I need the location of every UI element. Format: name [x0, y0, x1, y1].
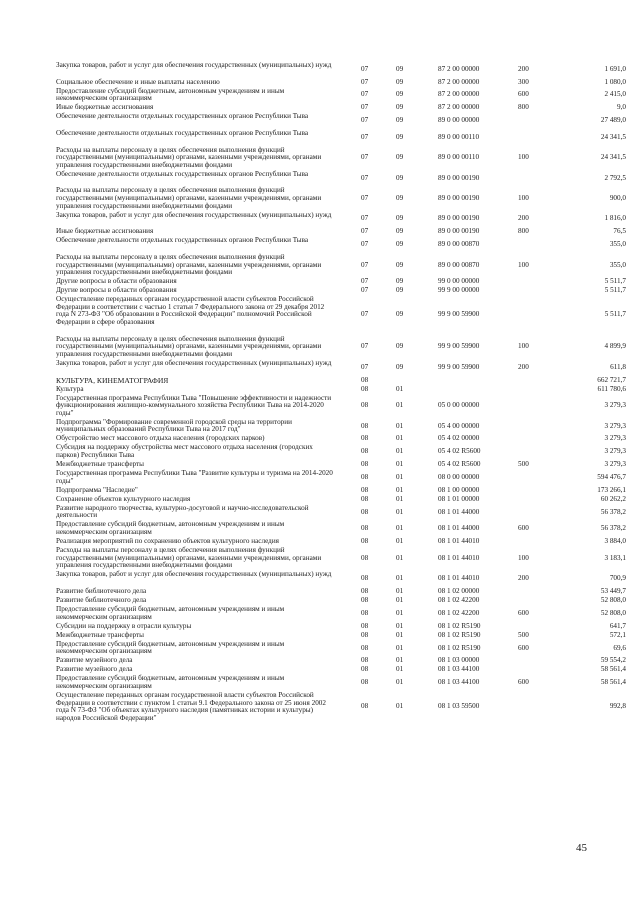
amount-value: 3 279,3	[604, 421, 626, 430]
target-article-code: 89 0 00 00870	[438, 260, 480, 269]
table-row	[56, 130, 626, 145]
target-article-code: 99 9 00 59900	[438, 310, 480, 319]
amount-value: 56 378,2	[600, 524, 626, 533]
table-row	[56, 237, 626, 252]
target-article-code: 89 0 00 00190	[438, 194, 480, 203]
subsection-code: 01	[396, 401, 404, 410]
table-row	[56, 254, 626, 277]
row-name: Осуществление переданных органам государственной власти субъектов Российской Федерации в соответствии с пунктом 1 статьи 9.1 Федерального закона от 25 июня 2002 года N 73-ФЗ "Об объектах культурного наследия (памятниках истории и культуры) народов Российской Федерации"	[56, 691, 326, 722]
row-name: Расходы на выплаты персоналу в целях обеспечения выполнения функций государственными (муниципальными) органами, казенными учреждениями, органами управления государственными внебюджетными фондами	[56, 546, 322, 570]
subsection-code: 01	[396, 586, 404, 595]
row-name: Государственная программа Республики Тыва "Повышение эффективности и надежности функционирования жилищно-коммунального хозяйства Республики Тыва на 2014-2020 годы"	[56, 393, 332, 417]
section-code: 07	[361, 260, 369, 269]
expense-type-code: 200	[518, 574, 529, 583]
subsection-code: 09	[396, 310, 404, 319]
row-name: Расходы на выплаты персоналу в целях обеспечения выполнения функций государственными (муниципальными) органами, казенными учреждениями, органами управления государственными внебюджетными фондами	[56, 334, 322, 358]
row-name: Закупка товаров, работ и услуг для обеспечения государственных (муниципальных) нужд	[56, 570, 332, 579]
subsection-code: 09	[396, 214, 404, 223]
section-code: 08	[361, 434, 369, 443]
section-code: 07	[361, 342, 369, 351]
row-name: Другие вопросы в области образования	[56, 286, 177, 295]
subsection-code: 09	[396, 90, 404, 99]
target-article-code: 89 0 00 00000	[438, 116, 480, 125]
row-name: Расходы на выплаты персоналу в целях обеспечения выполнения функций государственными (муниципальными) органами, казенными учреждениями, органами управления государственными внебюджетными фондами	[56, 145, 322, 169]
row-name: Предоставление субсидий бюджетным, автономным учреждениям и иным некоммерческим организациям	[56, 639, 285, 656]
row-name: Иные бюджетные ассигнования	[56, 103, 154, 112]
table-row	[56, 597, 626, 605]
amount-value: 572,1	[609, 630, 626, 639]
table-row	[56, 657, 626, 665]
amount-value: 27 489,0	[600, 116, 626, 125]
table-row	[56, 632, 626, 640]
subsection-code: 09	[396, 116, 404, 125]
row-name: Обеспечение деятельности отдельных государственных органов Республики Тыва	[56, 112, 309, 121]
section-code: 08	[361, 421, 369, 430]
target-article-code: 08 1 02 R5190	[438, 621, 481, 630]
section-code: 07	[361, 240, 369, 249]
table-row	[56, 113, 626, 128]
subsection-code: 01	[396, 702, 404, 711]
subsection-code: 09	[396, 240, 404, 249]
subsection-code: 01	[396, 621, 404, 630]
amount-value: 53 449,7	[600, 586, 626, 595]
amount-value: 641,7	[609, 621, 626, 630]
target-article-code: 05 0 00 00000	[438, 401, 480, 410]
amount-value: 3 183,1	[604, 553, 626, 562]
table-row	[56, 104, 626, 112]
section-code: 08	[361, 524, 369, 533]
section-code: 08	[361, 375, 369, 384]
target-article-code: 87 2 00 00000	[438, 90, 480, 99]
subsection-code: 09	[396, 103, 404, 112]
subsection-code: 09	[396, 132, 404, 141]
table-row	[56, 538, 626, 546]
section-code: 07	[361, 103, 369, 112]
target-article-code: 05 4 02 R5600	[438, 447, 481, 456]
amount-value: 662 721,7	[597, 375, 626, 384]
amount-value: 52 808,0	[600, 596, 626, 604]
expense-type-code: 100	[518, 194, 529, 203]
expense-type-code: 600	[518, 90, 529, 99]
expense-type-code: 300	[518, 77, 529, 86]
target-article-code: 05 4 00 00000	[438, 421, 480, 430]
row-name: Обеспечение деятельности отдельных государственных органов Республики Тыва	[56, 128, 309, 137]
table-row	[56, 435, 626, 443]
target-article-code: 08 1 02 00000	[438, 586, 480, 595]
subsection-code: 01	[396, 460, 404, 469]
row-name: Иные бюджетные ассигнования	[56, 227, 154, 236]
table-row	[56, 287, 626, 295]
section-code: 08	[361, 630, 369, 639]
expense-type-code: 100	[518, 153, 529, 162]
table-row	[56, 641, 626, 656]
amount-value: 5 511,7	[604, 277, 626, 286]
table-row	[56, 692, 626, 722]
row-name: Закупка товаров, работ и услуг для обеспечения государственных (муниципальных) нужд	[56, 358, 332, 367]
target-article-code: 89 0 00 00190	[438, 173, 480, 182]
expense-type-code: 800	[518, 227, 529, 236]
expense-type-code: 200	[518, 64, 529, 73]
section-code: 08	[361, 596, 369, 604]
table-row	[56, 296, 626, 334]
subsection-code: 01	[396, 630, 404, 639]
table-row	[56, 461, 626, 469]
section-code: 07	[361, 132, 369, 141]
table-row	[56, 606, 626, 621]
subsection-code: 09	[396, 173, 404, 182]
subsection-code: 09	[396, 194, 404, 203]
subsection-code: 09	[396, 362, 404, 371]
target-article-code: 08 1 02 42200	[438, 596, 480, 604]
section-code: 07	[361, 90, 369, 99]
expense-type-code: 500	[518, 460, 529, 469]
table-row	[56, 147, 626, 170]
table-row	[56, 588, 626, 596]
table-row	[56, 187, 626, 210]
target-article-code: 87 2 00 00000	[438, 103, 480, 112]
section-code: 07	[361, 194, 369, 203]
table-row	[56, 278, 626, 286]
amount-value: 52 808,0	[600, 608, 626, 617]
target-article-code: 08 1 01 00000	[438, 494, 480, 503]
amount-value: 173 266,1	[597, 485, 626, 494]
subsection-code: 09	[396, 286, 404, 295]
table-row	[56, 571, 626, 586]
target-article-code: 99 9 00 59900	[438, 362, 480, 371]
subsection-code: 09	[396, 64, 404, 73]
section-code: 08	[361, 460, 369, 469]
subsection-code: 09	[396, 260, 404, 269]
row-name: Расходы на выплаты персоналу в целях обеспечения выполнения функций государственными (муниципальными) органами, казенными учреждениями, органами управления государственными внебюджетными фондами	[56, 252, 322, 277]
expense-type-code: 600	[518, 678, 529, 687]
amount-value: 3 884,0	[604, 537, 626, 546]
row-name: Подпрограмма "Наследие"	[56, 485, 138, 494]
target-article-code: 08 1 01 44010	[438, 553, 480, 562]
section-code: 08	[361, 665, 369, 674]
expense-type-code: 100	[518, 553, 529, 562]
expense-type-code: 200	[518, 362, 529, 371]
subsection-code: 01	[396, 574, 404, 583]
row-name: Социальное обеспечение и иные выплаты населению	[56, 77, 220, 86]
section-code: 08	[361, 472, 369, 481]
table-row	[56, 666, 626, 674]
target-article-code: 99 0 00 00000	[438, 277, 480, 286]
subsection-code: 01	[396, 434, 404, 443]
target-article-code: 87 2 00 00000	[438, 64, 480, 73]
amount-value: 355,0	[609, 260, 626, 269]
section-code: 07	[361, 277, 369, 286]
row-name: Развитие народного творчества, культурно-досуговой и научно-исследовательской деятельности	[56, 503, 309, 520]
subsection-code: 01	[396, 524, 404, 533]
amount-value: 5 511,7	[604, 286, 626, 295]
subsection-code: 01	[396, 608, 404, 617]
section-code: 08	[361, 447, 369, 456]
section-code: 07	[361, 116, 369, 125]
table-row	[56, 623, 626, 631]
row-name: Развитие библиотечного дела	[56, 586, 147, 595]
subsection-code: 01	[396, 665, 404, 674]
row-name: Осуществление переданных органам государственной власти субъектов Российской Федерации в соответствии с частью 1 статьи 7 Федерального закона от 29 декабря 2012 года N 273-ФЗ "Об образовании в Российской Федерации" полномочий Российской Федерации в сфере образования	[56, 295, 325, 327]
target-article-code: 05 4 02 R5600	[438, 460, 481, 469]
section-code: 08	[361, 702, 369, 711]
amount-value: 3 279,3	[604, 401, 626, 410]
target-article-code: 08 1 03 59500	[438, 702, 480, 711]
target-article-code: 08 1 03 44100	[438, 665, 480, 674]
subsection-code: 01	[396, 678, 404, 687]
target-article-code: 08 1 03 00000	[438, 656, 480, 665]
target-article-code: 08 1 03 44100	[438, 678, 480, 687]
section-code: 08	[361, 494, 369, 503]
amount-value: 76,5	[613, 227, 626, 236]
target-article-code: 08 1 01 44010	[438, 574, 480, 583]
amount-value: 58 561,4	[600, 678, 626, 687]
expense-type-code: 600	[518, 608, 529, 617]
table-row	[56, 360, 626, 375]
amount-value: 60 262,2	[600, 494, 626, 503]
table-row	[56, 395, 626, 418]
target-article-code: 08 1 01 44000	[438, 524, 480, 533]
subsection-code: 01	[396, 553, 404, 562]
table-row	[56, 336, 626, 359]
row-name: Обеспечение деятельности отдельных государственных органов Республики Тыва	[56, 169, 309, 178]
section-code: 08	[361, 507, 369, 516]
target-article-code: 89 0 00 00190	[438, 227, 480, 236]
section-code: 07	[361, 214, 369, 223]
target-article-code: 87 2 00 00000	[438, 77, 480, 86]
row-name: Межбюджетные трансферты	[56, 460, 144, 469]
target-article-code: 89 0 00 00110	[438, 132, 480, 141]
target-article-code: 89 0 00 00870	[438, 240, 480, 249]
target-article-code: 99 9 00 59900	[438, 342, 480, 351]
amount-value: 611 780,6	[597, 384, 626, 393]
subsection-code: 09	[396, 277, 404, 286]
table-row	[56, 419, 626, 434]
table-row	[56, 470, 626, 485]
section-code: 08	[361, 574, 369, 583]
section-code: 07	[361, 173, 369, 182]
row-name: Расходы на выплаты персоналу в целях обеспечения выполнения функций государственными (муниципальными) органами, казенными учреждениями, органами управления государственными внебюджетными фондами	[56, 186, 322, 210]
subsection-code: 09	[396, 77, 404, 86]
row-name: КУЛЬТУРА, КИНЕМАТОГРАФИЯ	[56, 375, 169, 385]
section-code: 08	[361, 608, 369, 617]
expense-type-code: 100	[518, 260, 529, 269]
amount-value: 5 511,7	[604, 310, 626, 319]
amount-value: 9,0	[617, 103, 626, 112]
amount-value: 24 341,5	[600, 153, 626, 162]
amount-value: 992,8	[609, 702, 626, 711]
amount-value: 3 279,3	[604, 460, 626, 469]
subsection-code: 01	[396, 472, 404, 481]
target-article-code: 05 4 02 00000	[438, 434, 480, 443]
amount-value: 611,8	[610, 362, 626, 371]
section-code: 08	[361, 401, 369, 410]
section-code: 08	[361, 678, 369, 687]
subsection-code: 01	[396, 507, 404, 516]
section-code: 08	[361, 586, 369, 595]
table-row	[56, 505, 626, 520]
row-name: Закупка товаров, работ и услуг для обеспечения государственных (муниципальных) нужд	[56, 61, 332, 69]
expense-type-code: 200	[518, 214, 529, 223]
row-name: Сохранение объектов культурного наследия	[56, 494, 191, 503]
amount-value: 3 279,3	[604, 434, 626, 443]
row-name: Государственная программа Республики Тыва "Развитие культуры и туризма на 2014-2020 годы"	[56, 469, 333, 485]
section-code: 08	[361, 643, 369, 652]
subsection-code: 09	[396, 153, 404, 162]
table-row	[56, 377, 626, 385]
subsection-code: 01	[396, 384, 404, 393]
row-name: Другие вопросы в области образования	[56, 277, 177, 286]
target-article-code: 08 1 01 44000	[438, 507, 480, 516]
amount-value: 594 476,7	[597, 472, 626, 481]
section-code: 08	[361, 553, 369, 562]
subsection-code: 01	[396, 596, 404, 604]
expense-type-code: 600	[518, 524, 529, 533]
table-row	[56, 675, 626, 690]
table-row	[56, 171, 626, 186]
amount-value: 700,9	[609, 574, 626, 583]
target-article-code: 08 0 00 00000	[438, 472, 480, 481]
row-name: Подпрограмма "Формирование современной городской среды на территории муниципальных образований Республики Тыва на 2017 год"	[56, 417, 292, 434]
subsection-code: 01	[396, 643, 404, 652]
target-article-code: 08 1 02 R5190	[438, 643, 481, 652]
amount-value: 56 378,2	[600, 507, 626, 516]
row-name: Предоставление субсидий бюджетным, автономным учреждениям и иным некоммерческим организациям	[56, 674, 285, 690]
row-name: Закупка товаров, работ и услуг для обеспечения государственных (муниципальных) нужд	[56, 210, 332, 219]
row-name: Развитие музейного дела	[56, 656, 133, 665]
expense-type-code: 600	[518, 643, 529, 652]
amount-value: 1 691,0	[604, 64, 626, 73]
table-row	[56, 79, 626, 87]
section-code: 08	[361, 485, 369, 494]
target-article-code: 08 1 02 R5190	[438, 630, 481, 639]
table-row	[56, 212, 626, 227]
amount-value: 1 080,0	[604, 77, 626, 86]
table-row	[56, 88, 626, 103]
row-name: Обеспечение деятельности отдельных государственных органов Республики Тыва	[56, 236, 309, 245]
target-article-code: 08 1 01 44010	[438, 537, 480, 546]
amount-value: 355,0	[609, 240, 626, 249]
subsection-code: 09	[396, 342, 404, 351]
amount-value: 3 279,3	[604, 447, 626, 456]
row-name: Предоставление субсидий бюджетным, автономным учреждениям и иным некоммерческим организациям	[56, 86, 285, 103]
table-row	[56, 228, 626, 236]
row-name: Реализация мероприятий по сохранению объектов культурного наследия	[56, 537, 279, 546]
subsection-code: 01	[396, 485, 404, 494]
target-article-code: 99 9 00 00000	[438, 286, 480, 295]
section-code: 08	[361, 537, 369, 546]
section-code: 08	[361, 621, 369, 630]
amount-value: 2 792,5	[604, 173, 626, 182]
subsection-code: 09	[396, 227, 404, 236]
section-code: 07	[361, 362, 369, 371]
row-name: Культура	[56, 384, 84, 393]
table-row	[56, 386, 626, 394]
section-code: 07	[361, 310, 369, 319]
subsection-code: 01	[396, 447, 404, 456]
subsection-code: 01	[396, 537, 404, 546]
section-code: 07	[361, 64, 369, 73]
row-name: Обустройство мест массового отдыха населения (городских парков)	[56, 434, 265, 443]
expense-type-code: 100	[518, 342, 529, 351]
amount-value: 69,6	[613, 643, 626, 652]
subsection-code: 01	[396, 656, 404, 665]
table-row	[56, 444, 626, 459]
row-name: Развитие музейного дела	[56, 665, 133, 674]
section-code: 07	[361, 77, 369, 86]
table-row	[56, 547, 626, 570]
table-row	[56, 62, 626, 77]
expense-type-code: 800	[518, 103, 529, 112]
section-code: 08	[361, 656, 369, 665]
target-article-code: 89 0 00 00110	[438, 153, 480, 162]
row-name: Предоставление субсидий бюджетным, автономным учреждениям и иным некоммерческим организациям	[56, 605, 285, 621]
page-number: 45	[576, 842, 587, 854]
expense-type-code: 500	[518, 630, 529, 639]
amount-value: 4 899,9	[604, 342, 626, 351]
section-code: 07	[361, 153, 369, 162]
table-row	[56, 521, 626, 536]
row-name: Субсидия на поддержку обустройства мест массового отдыха населения (городских парков) Республики Тыва	[56, 443, 313, 460]
row-name: Межбюджетные трансферты	[56, 630, 144, 639]
amount-value: 2 415,0	[604, 90, 626, 99]
amount-value: 1 816,0	[604, 214, 626, 223]
table-row	[56, 487, 626, 495]
section-code: 08	[361, 384, 369, 393]
target-article-code: 89 0 00 00190	[438, 214, 480, 223]
section-code: 07	[361, 286, 369, 295]
table-row	[56, 496, 626, 504]
amount-value: 900,0	[609, 194, 626, 203]
subsection-code: 01	[396, 421, 404, 430]
section-code: 07	[361, 227, 369, 236]
budget-table	[56, 62, 626, 724]
amount-value: 58 561,4	[600, 665, 626, 674]
row-name: Субсидии на поддержку в отрасли культуры	[56, 621, 192, 630]
amount-value: 59 554,2	[600, 656, 626, 665]
row-name: Предоставление субсидий бюджетным, автономным учреждениям и иным некоммерческим организациям	[56, 520, 285, 537]
amount-value: 24 341,5	[600, 132, 626, 141]
row-name: Развитие библиотечного дела	[56, 596, 147, 604]
target-article-code: 08 1 02 42200	[438, 608, 480, 617]
target-article-code: 08 1 00 00000	[438, 485, 480, 494]
subsection-code: 01	[396, 494, 404, 503]
